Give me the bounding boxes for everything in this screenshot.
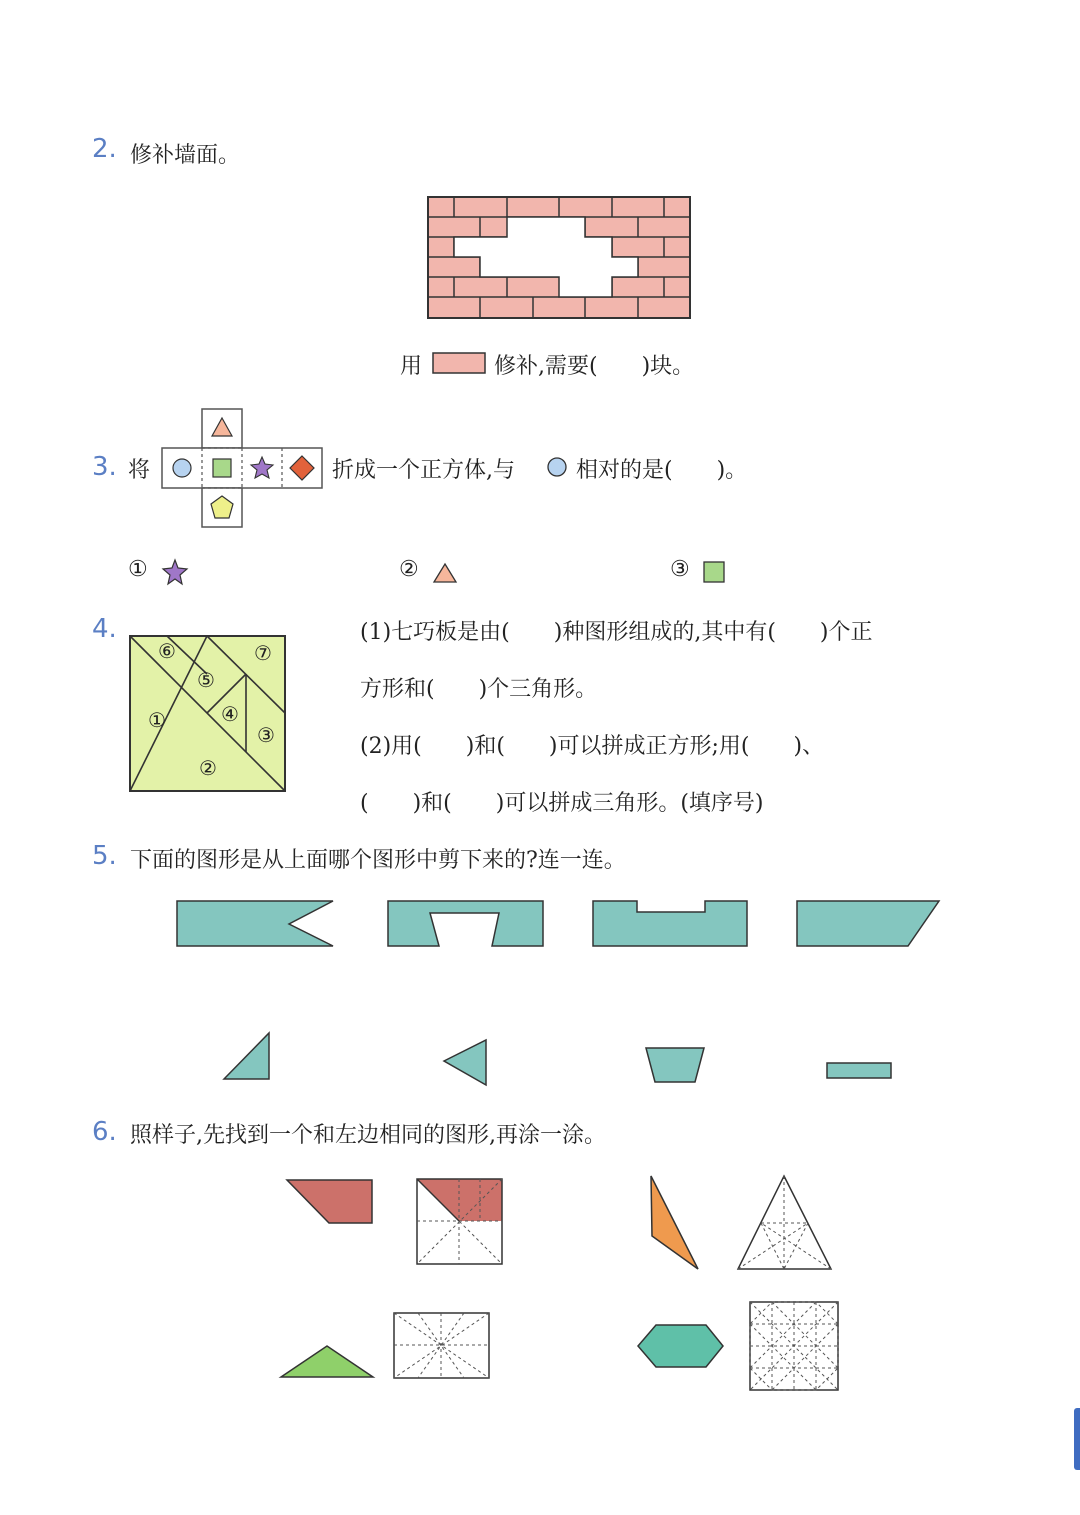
q5-shape-parallelogram: [797, 901, 939, 946]
q6-triangle-grid: [736, 1174, 834, 1272]
q6-red-trapezoid: [286, 1178, 376, 1226]
q2-title: 修补墙面。: [130, 143, 241, 168]
tangram: [129, 635, 287, 793]
q3-option-1-label: ①: [128, 557, 148, 582]
tangram-label-2: ②: [199, 756, 217, 780]
q5-piece-left-triangle: [444, 1040, 486, 1085]
q5-piece-rectangle: [827, 1063, 891, 1078]
cube-net: [162, 408, 324, 530]
q5-piece-right-triangle: [224, 1033, 269, 1079]
triangle-icon: [432, 562, 458, 584]
q5-top-shapes: [175, 900, 945, 950]
square-icon: [213, 459, 231, 477]
q6-title: 照样子,先找到一个和左边相同的图形,再涂一涂。: [130, 1123, 606, 1148]
q6-number: 6.: [92, 1117, 117, 1147]
q2-prompt-rest: 修补,需要( )块。: [494, 354, 695, 379]
q5-piece-trapezoid: [646, 1048, 704, 1082]
q4-number: 4.: [92, 614, 117, 644]
square-icon: [703, 561, 725, 583]
q5-bottom-shapes: [222, 1030, 897, 1090]
q6-green-triangle: [279, 1344, 377, 1380]
q5-number: 5.: [92, 841, 117, 871]
q3-lead: 将: [128, 458, 151, 483]
q4-line-3: (2)用( )和( )可以拼成正方形;用( )、: [360, 734, 825, 759]
circle-icon: [546, 456, 568, 478]
tangram-label-4: ④: [221, 702, 239, 726]
q6-square-grid-sample: [416, 1178, 504, 1266]
tangram-label-3: ③: [257, 723, 275, 747]
q3-option-2-label: ②: [399, 557, 419, 582]
q6-rectangle-grid: [393, 1312, 491, 1380]
star-icon: [162, 559, 188, 585]
brick-icon: [432, 352, 486, 374]
q3-text-a: 折成一个正方体,与: [332, 458, 515, 483]
q4-line-1: (1)七巧板是由( )种图形组成的,其中有( )个正: [360, 620, 873, 645]
tangram-label-5: ⑤: [197, 668, 215, 692]
tangram-label-6: ⑥: [158, 639, 176, 663]
q2-prompt-use: 用: [400, 354, 423, 379]
q4-line-2: 方形和( )个三角形。: [360, 677, 598, 702]
q5-shape-rect-notch: [593, 901, 747, 946]
q3-option-3-label: ③: [670, 557, 690, 582]
q5-title: 下面的图形是从上面哪个图形中剪下来的?连一连。: [130, 848, 626, 873]
brick-wall: [428, 197, 692, 320]
q3-number: 3.: [92, 452, 117, 482]
q3-text-b: 相对的是( )。: [576, 458, 748, 483]
q5-shape-trapezoid-notch: [388, 901, 543, 946]
q2-number: 2.: [92, 134, 117, 164]
q4-line-4: ( )和( )可以拼成三角形。(填序号): [360, 791, 764, 816]
q5-shape-notched-flag: [177, 901, 333, 946]
tangram-label-7: ⑦: [254, 641, 272, 665]
q6-orange-triangle: [648, 1174, 702, 1272]
q6-square-star-grid: [749, 1301, 841, 1393]
circle-icon: [173, 459, 191, 477]
page-edge-tab: [1074, 1408, 1080, 1470]
tangram-label-1: ①: [148, 708, 166, 732]
q6-teal-hexagon: [636, 1323, 726, 1369]
